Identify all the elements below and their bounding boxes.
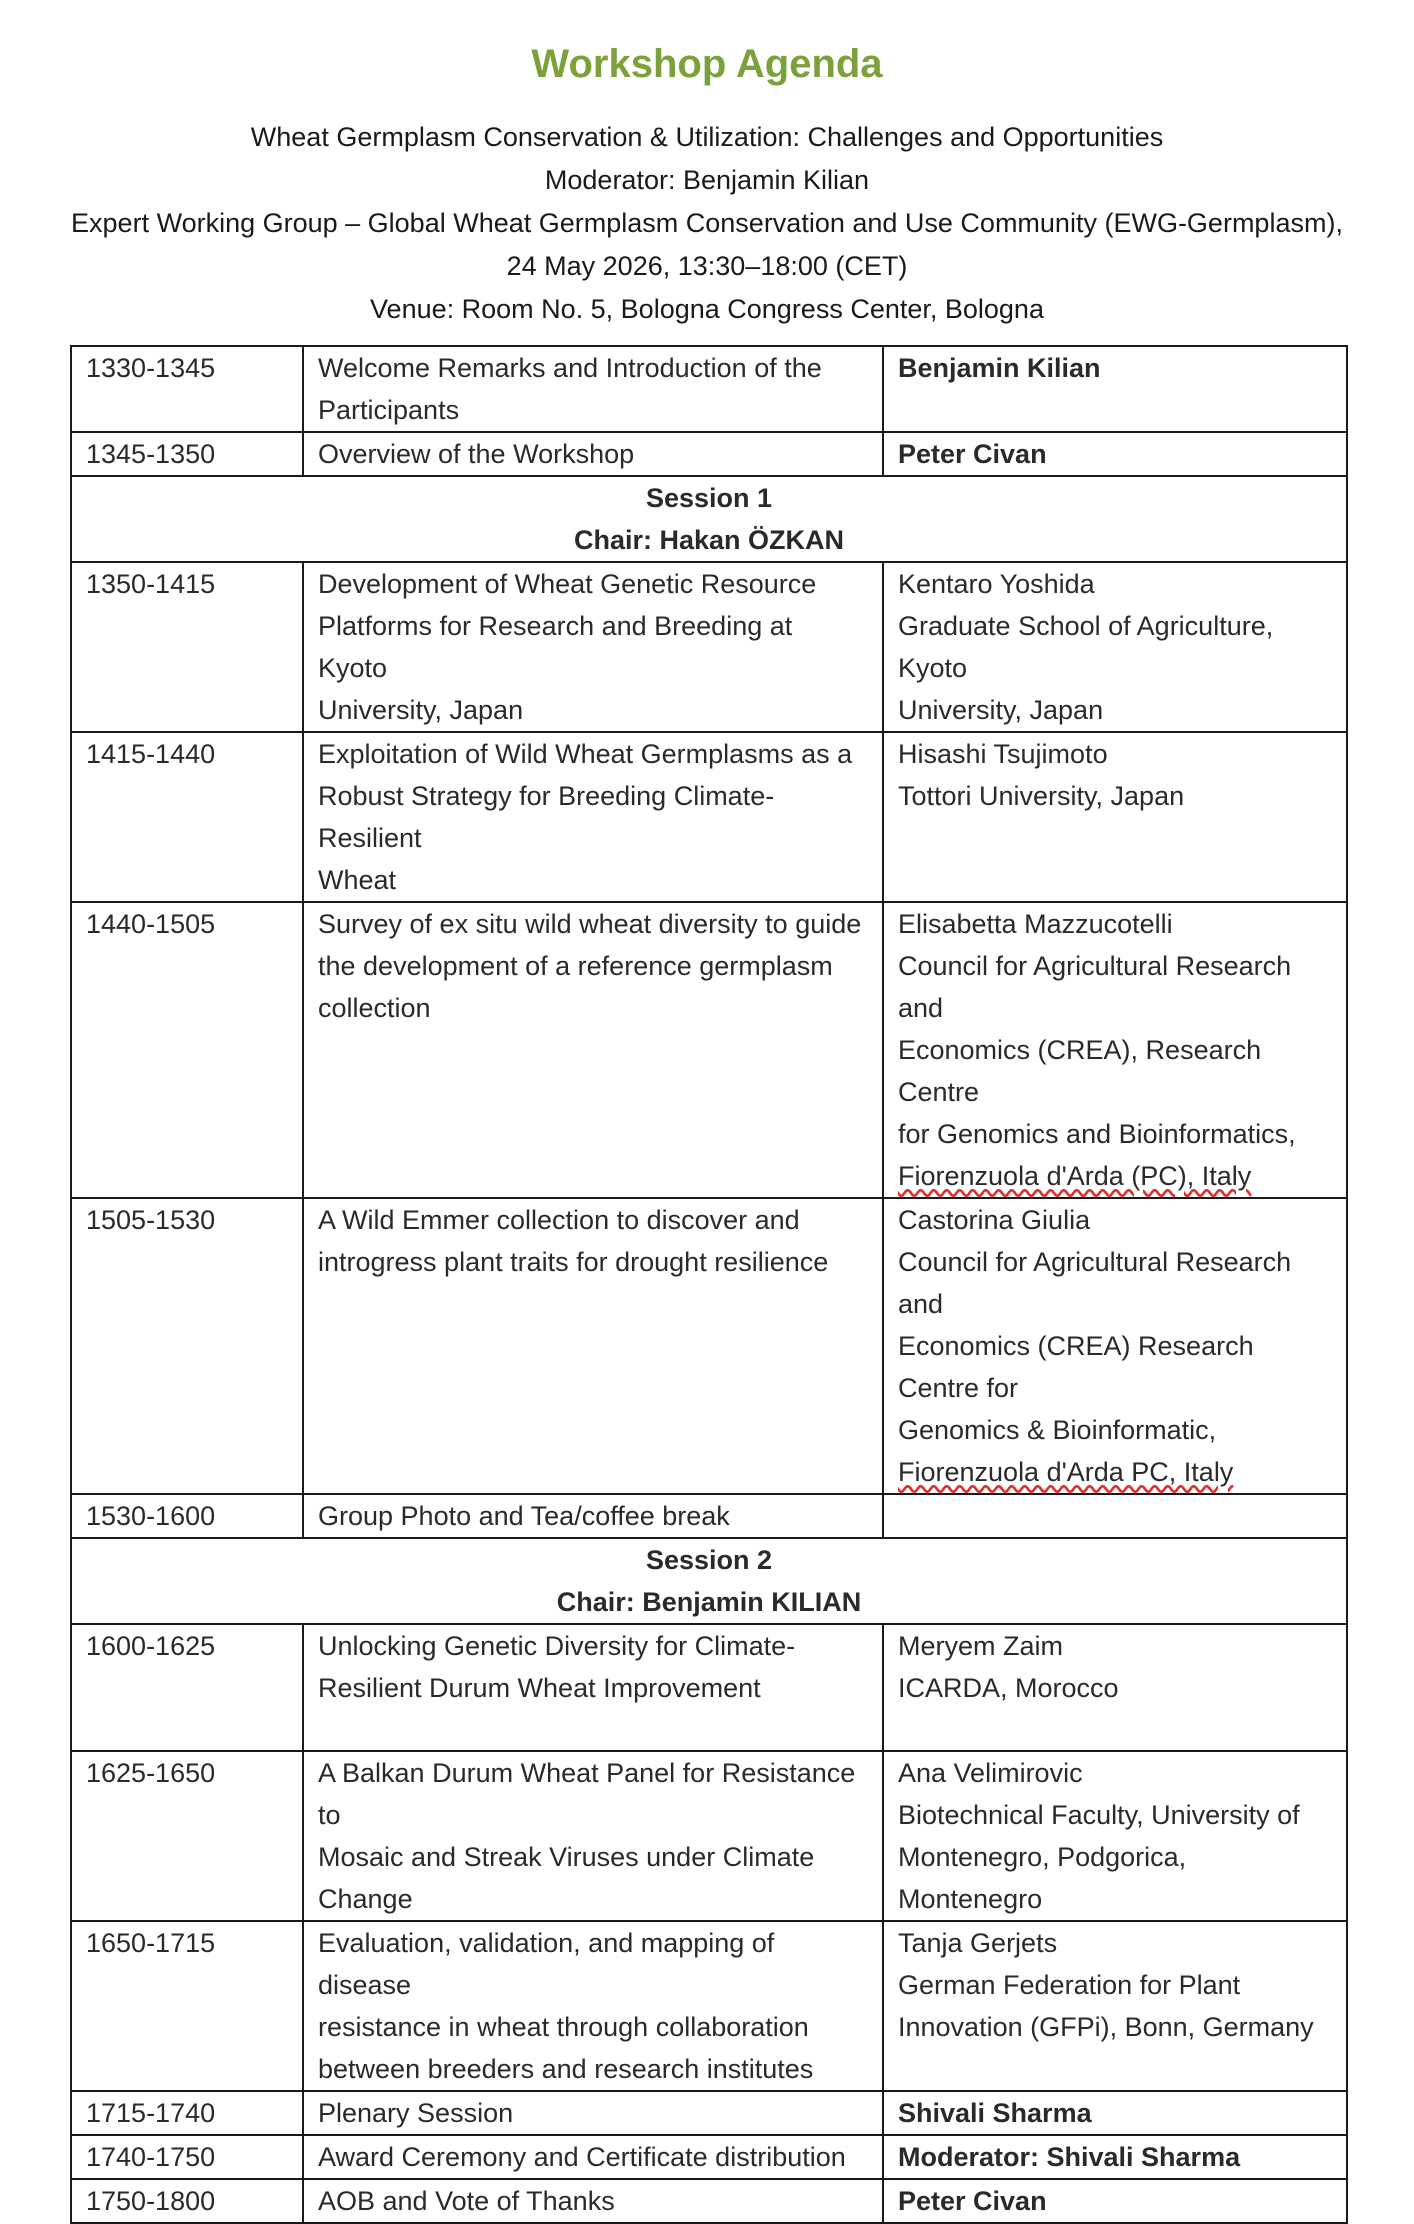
topic-cell bbox=[303, 432, 883, 476]
session-header bbox=[71, 1538, 1347, 1624]
session-row bbox=[71, 476, 1347, 562]
speaker-line: Economics (CREA) Research Centre for bbox=[898, 1331, 1254, 1403]
workshop-subtitle: Wheat Germplasm Conservation & Utilization: Challenges and Opportunities bbox=[250, 122, 1164, 152]
topic-line: AOB and Vote of Thanks bbox=[318, 2186, 615, 2216]
session-header bbox=[71, 476, 1347, 562]
table-row bbox=[71, 902, 1347, 1198]
speaker-cell: Benjamin Kilian bbox=[883, 346, 1347, 432]
speaker-cell bbox=[883, 902, 1347, 1198]
topic-line: introgress plant traits for drought resilience bbox=[318, 1247, 829, 1277]
topic-line: Wheat bbox=[318, 865, 397, 895]
topic-cell bbox=[303, 1494, 883, 1538]
time-cell: 1345-1350 bbox=[71, 432, 303, 476]
topic-line: Welcome Remarks and Introduction of the bbox=[318, 353, 822, 383]
topic-cell bbox=[303, 1921, 883, 2091]
session-chair: Chair: Hakan ÖZKAN bbox=[573, 525, 845, 555]
topic-line: Resilient Durum Wheat Improvement bbox=[318, 1673, 761, 1703]
speaker-line: Genomics & Bioinformatic, bbox=[898, 1415, 1217, 1445]
topic-cell bbox=[303, 1624, 883, 1751]
table-row bbox=[71, 1624, 1347, 1751]
speaker-line: Council for Agricultural Research and bbox=[898, 951, 1292, 1023]
time-cell: 1350-1415 bbox=[71, 562, 303, 732]
date-line: 24 May 2026, 13:30–18:00 (CET) bbox=[506, 251, 908, 281]
table-row bbox=[71, 562, 1347, 732]
speaker-cell: Moderator: Shivali Sharma bbox=[883, 2135, 1347, 2179]
topic-line: A Balkan Durum Wheat Panel for Resistance to bbox=[318, 1758, 856, 1830]
topic-line: A Wild Emmer collection to discover and bbox=[318, 1205, 800, 1235]
speaker-line: Economics (CREA), Research Centre bbox=[898, 1035, 1262, 1107]
topic-line: Participants bbox=[318, 395, 460, 425]
speaker-line: Tanja Gerjets bbox=[898, 1928, 1058, 1958]
topic-line: Development of Wheat Genetic Resource bbox=[318, 569, 817, 599]
topic-cell bbox=[303, 1751, 883, 1921]
speaker-line: Innovation (GFPi), Bonn, Germany bbox=[898, 2012, 1314, 2042]
table-row bbox=[71, 1751, 1347, 1921]
time-cell: 1505-1530 bbox=[71, 1198, 303, 1494]
topic-line: collection bbox=[318, 993, 431, 1023]
topic-line: Overview of the Workshop bbox=[318, 439, 635, 469]
time-cell: 1330-1345 bbox=[71, 346, 303, 432]
speaker-line: German Federation for Plant bbox=[898, 1970, 1241, 2000]
venue-line: Venue: Room No. 5, Bologna Congress Center, Bologna bbox=[370, 294, 1044, 324]
time-cell: 1600-1625 bbox=[71, 1624, 303, 1751]
speaker-line: ICARDA, Morocco bbox=[898, 1673, 1119, 1703]
topic-cell bbox=[303, 2135, 883, 2179]
topic-cell bbox=[303, 2179, 883, 2223]
speaker-cell bbox=[883, 562, 1347, 732]
speaker-line: Meryem Zaim bbox=[898, 1631, 1064, 1661]
table-row bbox=[71, 346, 1347, 432]
speaker-line: Hisashi Tsujimoto bbox=[898, 739, 1108, 769]
time-cell: 1530-1600 bbox=[71, 1494, 303, 1538]
table-row bbox=[71, 732, 1347, 902]
table-row bbox=[71, 432, 1347, 476]
table-row bbox=[71, 2091, 1347, 2135]
time-cell: 1750-1800 bbox=[71, 2179, 303, 2223]
speaker-cell bbox=[883, 1751, 1347, 1921]
session-row bbox=[71, 1538, 1347, 1624]
topic-line: between breeders and research institutes bbox=[318, 2054, 814, 2084]
speaker-line: Ana Velimirovic bbox=[898, 1758, 1083, 1788]
topic-line: Robust Strategy for Breeding Climate-Resilient bbox=[318, 781, 775, 853]
topic-line: Platforms for Research and Breeding at Kyoto bbox=[318, 611, 793, 683]
speaker-cell: Peter Civan bbox=[883, 432, 1347, 476]
speaker-line: University, Japan bbox=[898, 695, 1104, 725]
speaker-cell bbox=[883, 1624, 1347, 1751]
speaker-line: Biotechnical Faculty, University of bbox=[898, 1800, 1300, 1830]
time-cell: 1625-1650 bbox=[71, 1751, 303, 1921]
moderator-line: Moderator: Benjamin Kilian bbox=[544, 165, 870, 195]
speaker-line: Graduate School of Agriculture, Kyoto bbox=[898, 611, 1274, 683]
topic-cell bbox=[303, 902, 883, 1198]
topic-line: Unlocking Genetic Diversity for Climate- bbox=[318, 1631, 796, 1661]
speaker-line: Council for Agricultural Research and bbox=[898, 1247, 1292, 1319]
topic-line: resistance in wheat through collaboration bbox=[318, 2012, 809, 2042]
time-cell: 1415-1440 bbox=[71, 732, 303, 902]
speaker-line: Elisabetta Mazzucotelli bbox=[898, 909, 1173, 939]
agenda-title: Workshop Agenda bbox=[531, 42, 883, 86]
speaker-cell bbox=[883, 1921, 1347, 2091]
table-row bbox=[71, 1198, 1347, 1494]
speaker-cell: Peter Civan bbox=[883, 2179, 1347, 2223]
table-row bbox=[71, 1494, 1347, 1538]
speaker-line: Kentaro Yoshida bbox=[898, 569, 1095, 599]
topic-cell bbox=[303, 562, 883, 732]
time-cell: 1740-1750 bbox=[71, 2135, 303, 2179]
table-row bbox=[71, 2179, 1347, 2223]
topic-cell bbox=[303, 1198, 883, 1494]
topic-line: University, Japan bbox=[318, 695, 524, 725]
time-cell: 1440-1505 bbox=[71, 902, 303, 1198]
topic-line: Survey of ex situ wild wheat diversity to guide bbox=[318, 909, 862, 939]
topic-line: Plenary Session bbox=[318, 2098, 514, 2128]
speaker-line: Tottori University, Japan bbox=[898, 781, 1185, 811]
topic-line: Evaluation, validation, and mapping of disease bbox=[318, 1928, 775, 2000]
time-cell: 1650-1715 bbox=[71, 1921, 303, 2091]
session-chair: Chair: Benjamin KILIAN bbox=[556, 1587, 862, 1617]
speaker-cell bbox=[883, 1198, 1347, 1494]
topic-cell bbox=[303, 2091, 883, 2135]
topic-cell bbox=[303, 732, 883, 902]
table-row bbox=[71, 2135, 1347, 2179]
topic-cell bbox=[303, 346, 883, 432]
speaker-cell: Shivali Sharma bbox=[883, 2091, 1347, 2135]
session-name: Session 1 bbox=[645, 483, 773, 513]
speaker-cell bbox=[883, 732, 1347, 902]
speaker-cell bbox=[883, 1494, 1347, 1538]
table-row bbox=[71, 1921, 1347, 2091]
topic-line: Exploitation of Wild Wheat Germplasms as a bbox=[318, 739, 853, 769]
session-name: Session 2 bbox=[645, 1545, 773, 1575]
topic-line: Award Ceremony and Certificate distribution bbox=[318, 2142, 846, 2172]
speaker-line: for Genomics and Bioinformatics, bbox=[898, 1119, 1296, 1149]
agenda-table bbox=[70, 345, 1348, 2224]
topic-line: the development of a reference germplasm bbox=[318, 951, 833, 981]
working-group-line: Expert Working Group – Global Wheat Germplasm Conservation and Use Community (EWG-Germplasm), bbox=[71, 208, 1343, 238]
topic-line: Group Photo and Tea/coffee break bbox=[318, 1501, 730, 1531]
topic-line: Mosaic and Streak Viruses under Climate Change bbox=[318, 1842, 815, 1914]
speaker-line: Castorina Giulia bbox=[898, 1205, 1091, 1235]
time-cell: 1715-1740 bbox=[71, 2091, 303, 2135]
speaker-line: Montenegro, Podgorica, Montenegro bbox=[898, 1842, 1187, 1914]
speaker-line: Fiorenzuola d'Arda (PC), Italy bbox=[898, 1161, 1252, 1191]
speaker-line: Fiorenzuola d'Arda PC, Italy bbox=[898, 1457, 1234, 1487]
